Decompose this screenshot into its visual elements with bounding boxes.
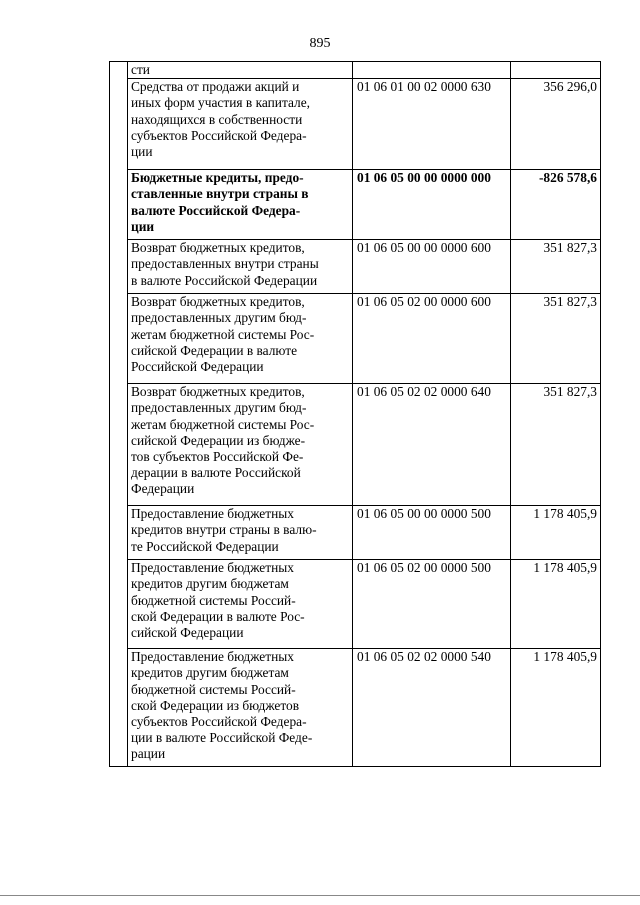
row-name-line: тов субъектов Российской Фе-: [131, 449, 304, 465]
row-name-line: ции: [131, 144, 153, 160]
row-name-line: ской Федерации в валюте Рос-: [131, 608, 305, 624]
row-name-line: валюте Российской Федера-: [131, 202, 301, 218]
row-amount-cell: -826 578,6: [511, 170, 601, 240]
table-row: [110, 506, 601, 560]
row-name-line: кредитов другим бюджетам: [131, 576, 289, 592]
row-code-cell: 01 06 05 00 00 0000 000: [353, 170, 511, 240]
row-name-line: сийской Федерации в валюте: [131, 342, 298, 358]
row-margin-cell: [110, 170, 128, 240]
row-name-line: кредитов другим бюджетам: [131, 665, 289, 681]
row-margin-cell: [110, 294, 128, 384]
row-name-cell: [128, 560, 353, 649]
page-bottom-rule: [0, 895, 640, 896]
row-amount-cell: 1 178 405,9: [511, 506, 601, 560]
row-name-line: иных форм участия в капитале,: [131, 95, 311, 111]
row-name-line: бюджетной системы Россий-: [131, 592, 296, 608]
row-name-line: Предоставление бюджетных: [131, 649, 294, 665]
row-name-cell: [128, 62, 353, 79]
row-amount-cell: 1 178 405,9: [511, 560, 601, 649]
row-name-cell: [128, 170, 353, 240]
row-name-line: сийской Федерации из бюдже-: [131, 432, 306, 448]
row-margin-cell: [110, 506, 128, 560]
row-name-line: жетам бюджетной системы Рос-: [131, 416, 315, 432]
row-name-line: жетам бюджетной системы Рос-: [131, 326, 315, 342]
table-row: [110, 79, 601, 170]
table-row: [110, 384, 601, 506]
row-name-cell: [128, 240, 353, 294]
row-name-line: предоставленных другим бюд-: [131, 400, 307, 416]
row-code-cell: 01 06 05 02 02 0000 640: [353, 384, 511, 506]
row-code-cell: 01 06 05 00 00 0000 600: [353, 240, 511, 294]
row-name-line: сти: [131, 62, 150, 77]
row-code-cell: 01 06 01 00 02 0000 630: [353, 79, 511, 170]
table-row: [110, 240, 601, 294]
page-number: 895: [309, 36, 331, 51]
table-row: [110, 62, 601, 79]
row-name-cell: [128, 506, 353, 560]
row-code-cell: 01 06 05 02 00 0000 600: [353, 294, 511, 384]
row-name-cell: [128, 384, 353, 506]
row-name-cell: [128, 649, 353, 767]
row-name-line: Возврат бюджетных кредитов,: [131, 384, 305, 400]
row-amount-cell: [511, 62, 601, 79]
row-name-line: субъектов Российской Федера-: [131, 714, 307, 730]
row-code-cell: 01 06 05 02 00 0000 500: [353, 560, 511, 649]
table-row: [110, 170, 601, 240]
row-name-line: Средства от продажи акций и: [131, 79, 300, 95]
row-margin-cell: [110, 560, 128, 649]
row-margin-cell: [110, 79, 128, 170]
table-row: [110, 294, 601, 384]
row-amount-cell: 351 827,3: [511, 294, 601, 384]
row-name-line: Возврат бюджетных кредитов,: [131, 240, 305, 256]
table-row: [110, 560, 601, 649]
row-margin-cell: [110, 384, 128, 506]
row-name-line: сийской Федерации: [131, 625, 244, 641]
row-name-line: находящихся в собственности: [131, 111, 303, 127]
table-row: [110, 649, 601, 767]
row-amount-cell: 1 178 405,9: [511, 649, 601, 767]
row-name-line: субъектов Российской Федера-: [131, 127, 307, 143]
row-name-line: в валюте Российской Федерации: [131, 272, 318, 288]
row-amount-cell: 351 827,3: [511, 384, 601, 506]
row-code-cell: [353, 62, 511, 79]
row-name-line: ции: [131, 218, 155, 234]
row-name-line: ской Федерации из бюджетов: [131, 697, 300, 713]
row-name-line: те Российской Федерации: [131, 538, 279, 554]
row-margin-cell: [110, 649, 128, 767]
row-name-line: бюджетной системы Россий-: [131, 681, 296, 697]
row-name-cell: [128, 294, 353, 384]
budget-sources-table: [109, 61, 601, 767]
row-margin-cell: [110, 62, 128, 79]
row-name-line: предоставленных внутри страны: [131, 256, 319, 272]
row-name-line: Возврат бюджетных кредитов,: [131, 294, 305, 310]
row-name-line: ции в валюте Российской Феде-: [131, 730, 313, 746]
row-name-cell: [128, 79, 353, 170]
row-code-cell: 01 06 05 02 02 0000 540: [353, 649, 511, 767]
row-name-line: дерации в валюте Российской: [131, 465, 301, 481]
row-name-line: Бюджетные кредиты, предо-: [131, 170, 304, 186]
row-margin-cell: [110, 240, 128, 294]
row-name-line: Предоставление бюджетных: [131, 560, 294, 576]
table-body: [110, 62, 601, 767]
row-code-cell: 01 06 05 00 00 0000 500: [353, 506, 511, 560]
row-name-line: предоставленных другим бюд-: [131, 310, 307, 326]
row-name-line: ставленные внутри страны в: [131, 186, 309, 202]
row-name-line: Российской Федерации: [131, 359, 264, 375]
row-amount-cell: 351 827,3: [511, 240, 601, 294]
row-name-line: рации: [131, 746, 166, 762]
row-name-line: кредитов внутри страны в валю-: [131, 522, 317, 538]
row-amount-cell: 356 296,0: [511, 79, 601, 170]
row-name-line: Предоставление бюджетных: [131, 506, 294, 522]
row-name-line: Федерации: [131, 481, 195, 497]
